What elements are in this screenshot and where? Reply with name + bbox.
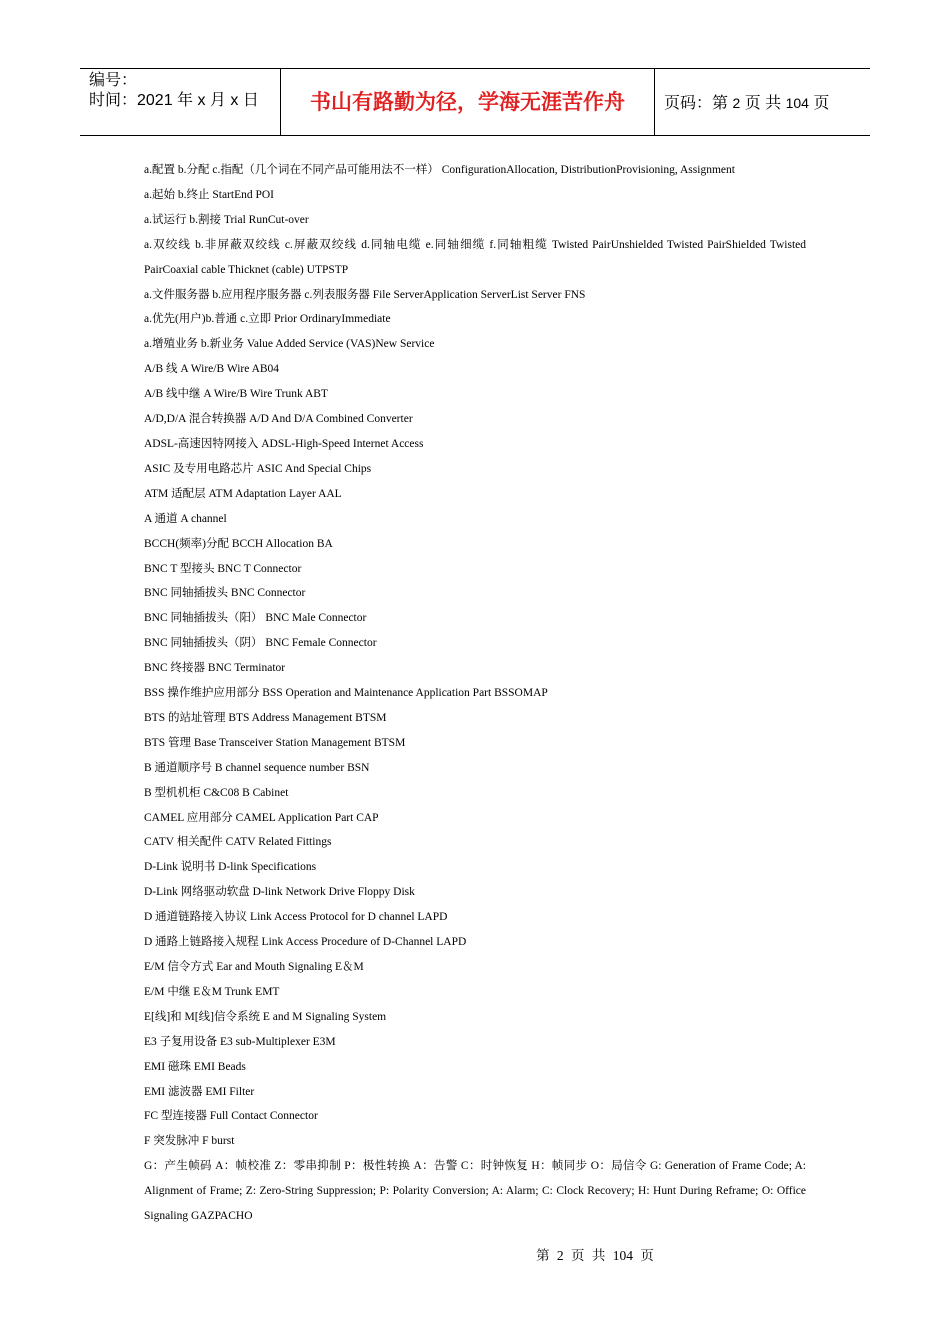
- header-page-code: [664, 93, 829, 114]
- glossary-entry: a.文件服务器 b.应用程序服务器 c.列表服务器 File ServerApplication ServerList Server FNS: [144, 288, 586, 301]
- glossary-entry: ADSL-高速因特网接入 ADSL-High-Speed Internet Access: [144, 437, 424, 450]
- glossary-entry: G：产生帧码 A：帧校准 Z：零串抑制 P：极性转换 A：告警 C：时钟恢复 H：帧同步 O：局信令 G: Generation of Frame Code; A: Alignment of Frame; Z: Zero-String Suppression; P: Polarity Conversion; A: Alarm; C: Clock Recovery; H: Hunt During Reframe; O: Office Signaling GAZPACHO: [144, 1160, 806, 1223]
- glossary-entry: E/M 信令方式 Ear and Mouth Signaling E＆M: [144, 961, 364, 973]
- glossary-entry: ATM 适配层 ATM Adaptation Layer AAL: [144, 487, 342, 500]
- glossary-entry: CAMEL 应用部分 CAMEL Application Part CAP: [144, 811, 379, 824]
- document-time-label: 时间：2021 年 x 月 x 日: [89, 92, 259, 109]
- glossary-entry: BNC 同轴插拔头（阳） BNC Male Connector: [144, 612, 367, 625]
- header-motto: 书山有路勤为径，学海无涯苦作舟: [310, 90, 625, 114]
- glossary-entry: BNC 同轴插拔头 BNC Connector: [144, 587, 306, 600]
- glossary-entry: E3 子复用设备 E3 sub-Multiplexer E3M: [144, 1035, 336, 1048]
- page-footer: 第 2 页 共 104 页: [536, 1248, 654, 1263]
- page-prefix: 页码：第: [664, 95, 733, 112]
- glossary-entry: CATV 相关配件 CATV Related Fittings: [144, 836, 332, 849]
- glossary-entry: D 通道链路接入协议 Link Access Protocol for D channel LAPD: [144, 911, 448, 924]
- glossary-entry: EMI 滤波器 EMI Filter: [144, 1085, 255, 1098]
- glossary-entry: D 通路上链路接入规程 Link Access Procedure of D-Channel LAPD: [144, 936, 467, 949]
- glossary-entry: FC 型连接器 Full Contact Connector: [144, 1110, 318, 1123]
- page-number: 2: [732, 95, 741, 111]
- glossary-entry: A/B 线 A Wire/B Wire AB04: [144, 363, 280, 376]
- glossary-entry: BTS 管理 Base Transceiver Station Management BTSM: [144, 736, 406, 749]
- glossary-entry: a.增殖业务 b.新业务 Value Added Service (VAS)New Service: [144, 338, 435, 351]
- page-header: [80, 68, 870, 136]
- glossary-entry: D-Link 网络驱动软盘 D-link Network Drive Floppy Disk: [144, 886, 415, 899]
- glossary-entry: BTS 的站址管理 BTS Address Management BTSM: [144, 711, 387, 724]
- glossary-entry: BSS 操作维护应用部分 BSS Operation and Maintenance Application Part BSSOMAP: [144, 687, 548, 700]
- glossary-entry: D-Link 说明书 D-link Specifications: [144, 861, 317, 874]
- glossary-entry: BNC T 型接头 BNC T Connector: [144, 562, 302, 575]
- glossary-entry: E/M 中继 E＆M Trunk EMT: [144, 985, 280, 998]
- glossary-entry: A 通道 A channel: [144, 512, 227, 525]
- page-suffix: 页: [808, 95, 830, 112]
- glossary-entry: E[线]和 M[线]信令系统 E and M Signaling System: [144, 1010, 387, 1023]
- glossary-entry: a.配置 b.分配 c.指配（几个词在不同产品可能用法不一样） ConfigurationAllocation, DistributionProvisioning, Assignment: [144, 164, 735, 176]
- header-right-cell: [655, 69, 870, 135]
- header-middle-cell: [281, 69, 655, 135]
- glossary-entry: BNC 终接器 BNC Terminator: [144, 662, 286, 675]
- glossary-entry: a.起始 b.终止 StartEnd POI: [144, 188, 275, 201]
- glossary-entry: BNC 同轴插拔头（阴） BNC Female Connector: [144, 637, 377, 650]
- glossary-entry: BCCH(频率)分配 BCCH Allocation BA: [144, 537, 333, 550]
- page-total: 104: [785, 95, 809, 111]
- glossary-list: [144, 158, 806, 1229]
- glossary-entry: a.双绞线 b.非屏蔽双绞线 c.屏蔽双绞线 d.同轴电缆 e.同轴细缆 f.同轴粗缆 Twisted PairUnshielded Twisted PairShielded Twisted PairCoaxial cable Thicknet (cable) UTPSTP: [144, 238, 806, 276]
- glossary-entry: F 突发脉冲 F burst: [144, 1135, 235, 1148]
- glossary-entry: A/B 线中继 A Wire/B Wire Trunk ABT: [144, 388, 328, 401]
- page-mid: 页 共: [740, 95, 786, 112]
- glossary-entry: A/D,D/A 混合转换器 A/D And D/A Combined Converter: [144, 413, 413, 426]
- document-number-label: 编号：: [89, 72, 138, 89]
- glossary-entry: a.优先(用户)b.普通 c.立即 Prior OrdinaryImmediate: [144, 313, 391, 326]
- glossary-entry: ASIC 及专用电路芯片 ASIC And Special Chips: [144, 462, 372, 475]
- header-left-cell: [80, 69, 281, 135]
- glossary-entry: a.试运行 b.割接 Trial RunCut-over: [144, 213, 309, 226]
- glossary-entry: B 型机机柜 C&C08 B Cabinet: [144, 786, 289, 799]
- glossary-entry: B 通道顺序号 B channel sequence number BSN: [144, 761, 370, 774]
- glossary-entry: EMI 磁珠 EMI Beads: [144, 1060, 246, 1073]
